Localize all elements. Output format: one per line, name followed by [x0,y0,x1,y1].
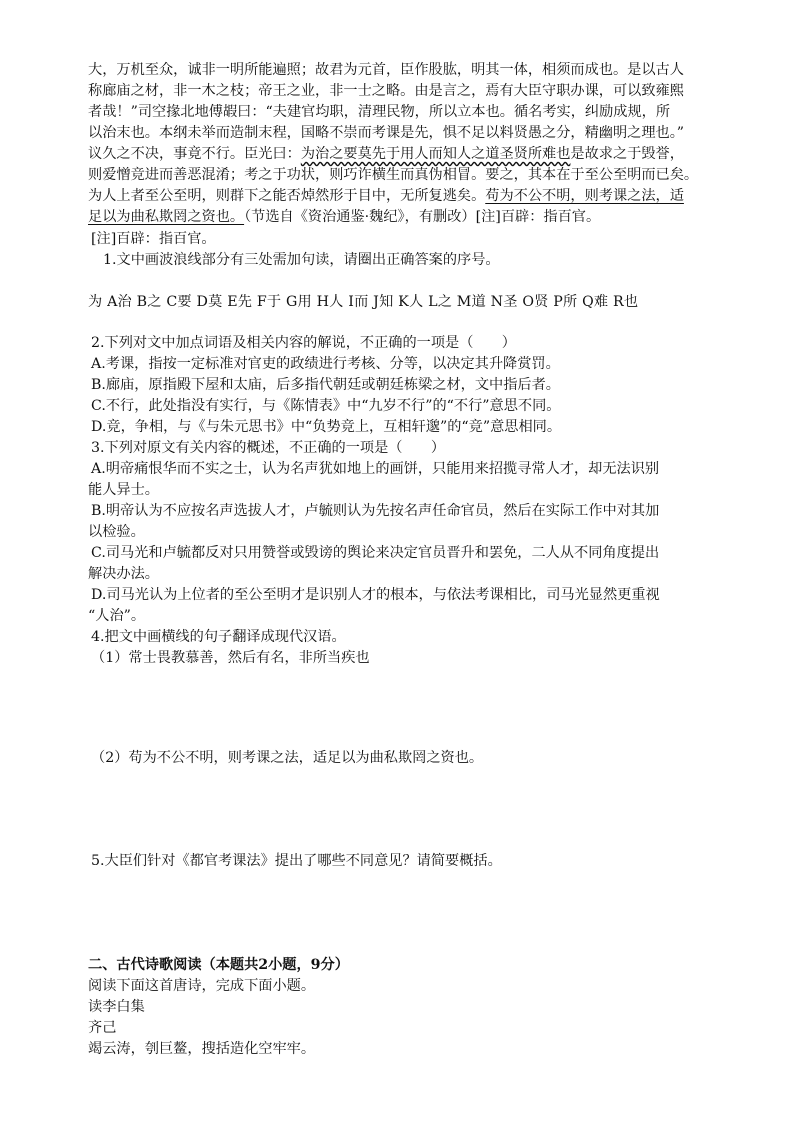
underlined-sentence: 苟为不公不明，则考课之法，适 [485,188,684,204]
question-2-option-a: A.考课，指按一定标准对官吏的政绩进行考核、分等，以决定其升降赏罚。 [91,356,560,372]
poem-line: 竭云涛，刳巨鳌，搜括造化空牢牢。 [88,1041,316,1057]
passage-text: 为人上者至公至明，则群下之能否焯然形于目中，无所复逃矣。 [88,188,486,204]
question-4-sentence-2: （2）苟为不公不明，则考课之法，适足以为曲私欺罔之资也。 [91,750,484,766]
question-2-option-d: D.竞，争相，与《与朱元思书》中“负势竞上，互相轩邈”的“竞”意思相同。 [91,419,562,435]
passage-line [88,144,736,165]
question-3-option-b: B.明帝认为不应按名声选拔人才，卢毓则认为先按名声任命官员，然后在实际工作中对其加 [91,503,660,519]
question-2-option-c: C.不行，此处指没有实行，与《陈情表》中“九岁不行”的“不行”意思不同。 [91,398,561,414]
question-4: 4.把文中画横线的句子翻译成现代汉语。 [91,629,346,645]
annotation-note: [注]百辟：指百官。 [91,231,216,247]
passage-line: 则爱憎竞进而善恶混淆；考之于功状，则巧诈横生而真伪相冒。要之，其本在于至公至明而已矣。 [88,167,699,183]
question-1: 1.文中画波浪线部分有三处需加句读，请圈出正确答案的序号。 [103,252,500,268]
passage-text: 是故求之于毁誉， [570,146,684,162]
source-citation: （节选自《资治通鉴·魏纪》，有删改）[注]百辟：指百官。 [244,209,601,225]
passage-text: 议久之不决，事竟不行。臣光曰： [88,146,301,162]
question-5: 5.大臣们针对《都官考课法》提出了哪些不同意见？请简要概括。 [91,853,502,869]
question-3-option-a: A.明帝痛恨华而不实之士，认为名声犹如地上的画饼，只能用来招揽寻常人才，却无法识别 [91,461,660,477]
question-2-option-b: B.廊庙，原指殿下屋和太庙，后多指代朝廷或朝廷栋梁之材，文中指后者。 [91,377,560,393]
question-3-option-c-cont: 解决办法。 [88,566,159,582]
section-intro: 阅读下面这首唐诗，完成下面小题。 [88,978,316,994]
passage-line [88,186,736,207]
question-3-option-d: D.司马光认为上位者的至公至明才是识别人才的根本，与依法考课相比，司马光显然更重视 [91,587,660,603]
question-3-option-b-cont: 以检验。 [88,524,145,540]
wavy-underlined-text: 为治之要莫先于用人而知人之道圣贤所难也 [300,146,571,162]
question-3-option-a-cont: 能人异士。 [88,482,159,498]
question-3-option-d-cont: “人治”。 [88,608,146,624]
poem-title: 读李白集 [88,999,145,1015]
passage-line [88,207,736,228]
question-3-option-c: C.司马光和卢毓都反对只用赞誉或毁谤的舆论来决定官员晋升和罢免，二人从不同角度提出 [91,545,660,561]
section-heading: 二、古代诗歌阅读（本题共2小题，9分） [88,957,349,973]
poem-author: 齐己 [88,1020,117,1036]
passage-line: 称廊庙之材，非一木之枝；帝王之业，非一士之略。由是言之，焉有大臣守职办课，可以致雍熙 [88,83,684,99]
question-2: 2.下列对文中加点词语及相关内容的解说，不正确的一项是（ ） [91,335,516,351]
question-1-options: 为 A治 B之 C要 D莫 E先 F于 G用 H人 I而 J知 K人 L之 M道 N圣 O贤 P所 Q难 R也 [88,294,639,310]
underlined-sentence: 足以为曲私欺罔之资也。 [88,209,245,225]
passage-line: 大，万机至众，诚非一明所能遍照；故君为元首，臣作股肱，明其一体，相须而成也。是以古人 [88,62,684,78]
passage-line: 者哉！”司空掾北地傅嘏曰：“夫建官均职，清理民物，所以立本也。循名考实，纠励成规，所 [88,104,671,120]
question-3: 3.下列对原文有关内容的概述，不正确的一项是（ ） [91,440,446,456]
question-4-sentence-1: （1）常士畏教慕善，然后有名，非所当疾也 [91,650,370,666]
passage-line: 以治末也。本纲未举而造制末程，国略不崇而考课是先，惧不足以料贤愚之分，精幽明之理也。” [88,125,685,141]
